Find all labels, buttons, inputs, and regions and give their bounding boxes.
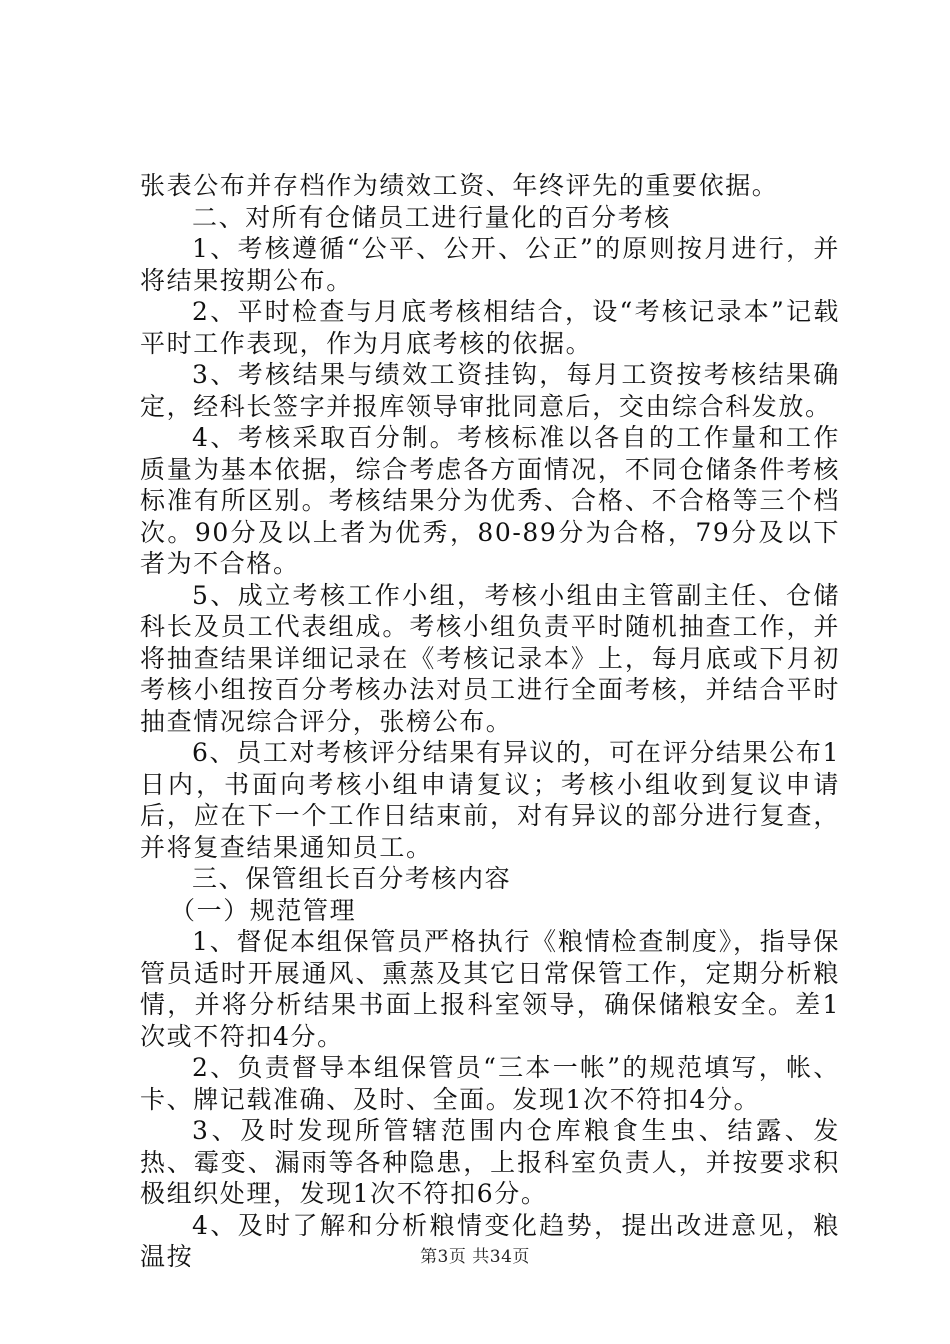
paragraph-continuation: 张表公布并存档作为绩效工资、年终评先的重要依据。 <box>140 171 779 200</box>
document-body <box>140 170 840 1273</box>
paragraph-rule-4: 4、及时了解和分析粮情变化趋势，提出改进意见，粮温按 <box>140 1210 840 1271</box>
paragraph-item-2: 2、平时检查与月底考核相结合，设“考核记录本”记载平时工作表现，作为月底考核的依据。 <box>140 297 840 358</box>
paragraph-rule-3: 3、及时发现所管辖范围内仓库粮食生虫、结露、发热、霉变、漏雨等各种隐患，上报科室负责人，并按要求积极组织处理，发现1次不符扣6分。 <box>140 1116 840 1208</box>
section-heading-2: 二、对所有仓储员工进行量化的百分考核 <box>192 202 671 232</box>
paragraph-item-4: 4、考核采取百分制。考核标准以各自的工作量和工作质量为基本依据，综合考虑各方面情况，不同仓储条件考核标准有所区别。考核结果分为优秀、合格、不合格等三个档次。90分及以上者为优秀，80-89分为合格，79分及以下者为不合格。 <box>140 423 840 578</box>
paragraph-rule-2: 2、负责督导本组保管员“三本一帐”的规范填写，帐、卡、牌记载准确、及时、全面。发现1次不符扣4分。 <box>140 1053 840 1114</box>
page-number-footer: 第3页 共34页 <box>420 1247 530 1267</box>
subsection-heading-1: （一）规范管理 <box>170 895 357 925</box>
paragraph-rule-1: 1、督促本组保管员严格执行《粮情检查制度》，指导保管员适时开展通风、熏蒸及其它日常保管工作，定期分析粮情，并将分析结果书面上报科室领导，确保储粮安全。差1次或不符扣4分。 <box>140 927 840 1051</box>
section-heading-3: 三、保管组长百分考核内容 <box>192 864 512 893</box>
paragraph-item-6: 6、员工对考核评分结果有异议的，可在评分结果公布1日内，书面向考核小组申请复议；考核小组收到复议申请后，应在下一个工作日结束前，对有异议的部分进行复查，并将复查结果通知员工。 <box>140 738 840 862</box>
paragraph-item-5: 5、成立考核工作小组，考核小组由主管副主任、仓储科长及员工代表组成。考核小组负责平时随机抽查工作，并将抽查结果详细记录在《考核记录本》上，每月底或下月初考核小组按百分考核办法对员工进行全面考核，并结合平时抽查情况综合评分，张榜公布。 <box>140 580 840 736</box>
paragraph-item-3: 3、考核结果与绩效工资挂钩，每月工资按考核结果确定，经科长签字并报库领导审批同意后，交由综合科发放。 <box>140 360 840 421</box>
paragraph-item-1: 1、考核遵循“公平、公开、公正”的原则按月进行，并将结果按期公布。 <box>140 234 840 295</box>
